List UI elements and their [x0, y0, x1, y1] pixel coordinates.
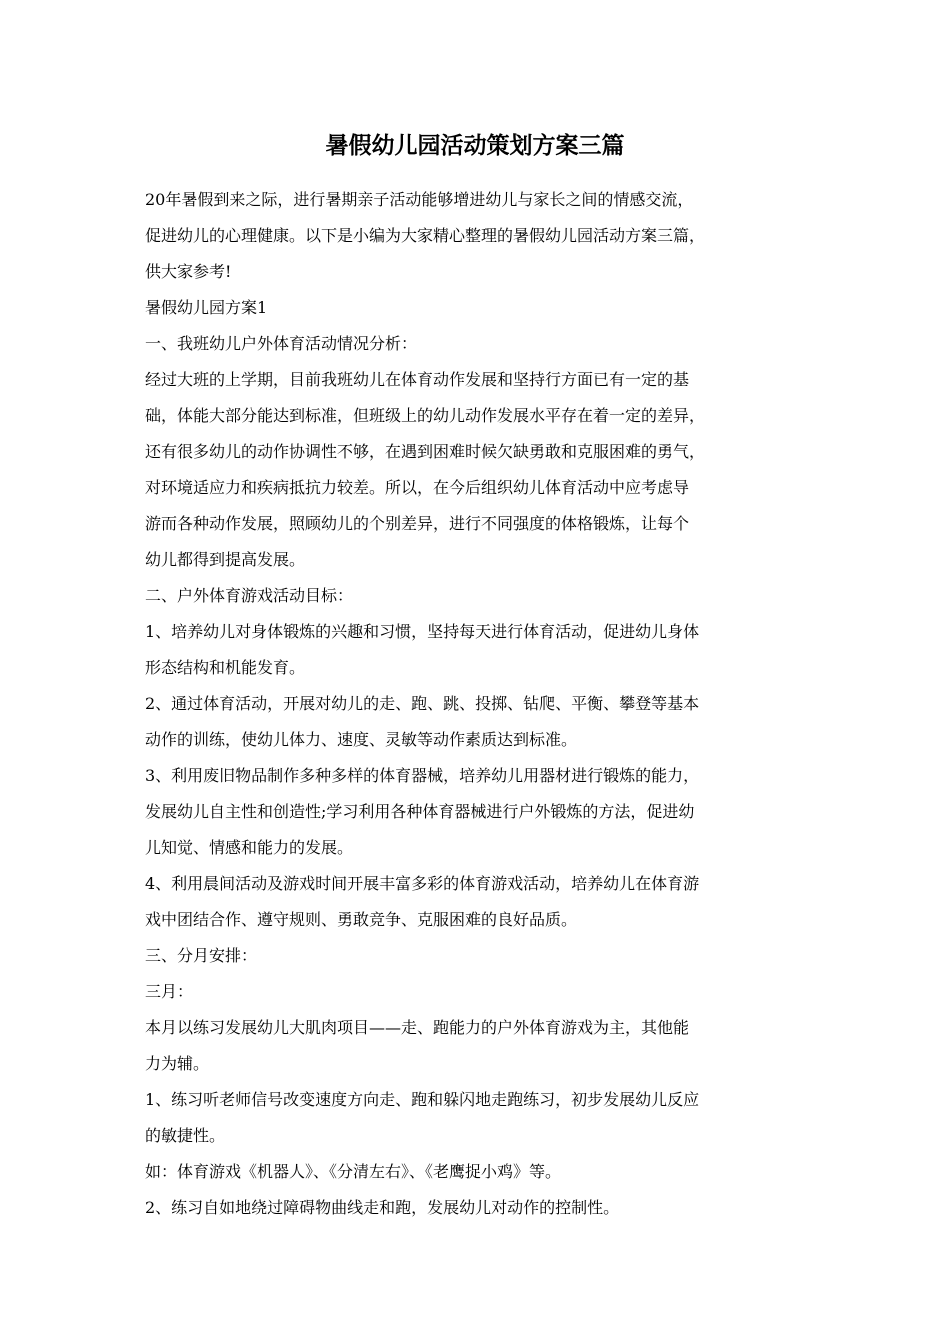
section-heading: 一、我班幼儿户外体育活动情况分析： — [145, 334, 418, 353]
text-line: 4、利用晨间活动及游戏时间开展丰富多彩的体育游戏活动，培养幼儿在体育游 — [145, 874, 700, 893]
text-line: 础，体能大部分能达到标准，但班级上的幼儿动作发展水平存在着一定的差异， — [145, 406, 706, 425]
text-line: 如：体育游戏《机器人》、《分清左右》、《老鹰捉小鸡》等。 — [145, 1162, 562, 1181]
text-line: 1、培养幼儿对身体锻炼的兴趣和习惯，坚持每天进行体育活动，促进幼儿身体 — [145, 622, 700, 641]
text-line: 形态结构和机能发育。 — [145, 658, 306, 677]
text-line: 2、通过体育活动，开展对幼儿的走、跑、跳、投掷、钻爬、平衡、攀登等基本 — [145, 694, 700, 713]
text-line: 2、练习自如地绕过障碍物曲线走和跑，发展幼儿对动作的控制性。 — [145, 1198, 620, 1217]
text-line: 20年暑假到来之际，进行暑期亲子活动能够增进幼儿与家长之间的情感交流， — [145, 190, 694, 209]
text-line: 本月以练习发展幼儿大肌肉项目——走、跑能力的户外体育游戏为主，其他能 — [145, 1018, 690, 1037]
section-heading: 二、户外体育游戏活动目标： — [145, 586, 354, 605]
document-title: 暑假幼儿园活动策划方案三篇 — [325, 132, 625, 159]
text-line: 促进幼儿的心理健康。以下是小编为大家精心整理的暑假幼儿园活动方案三篇， — [145, 226, 706, 245]
text-line: 儿知觉、情感和能力的发展。 — [145, 838, 354, 857]
section-heading: 暑假幼儿园方案1 — [145, 298, 268, 317]
text-line: 戏中团结合作、遵守规则、勇敢竞争、克服困难的良好品质。 — [145, 910, 578, 929]
text-line: 的敏捷性。 — [145, 1126, 226, 1145]
text-line: 力为辅。 — [145, 1054, 210, 1073]
section-heading: 三月： — [145, 982, 194, 1001]
document-body — [145, 182, 810, 1226]
text-line: 经过大班的上学期，目前我班幼儿在体育动作发展和坚持行方面已有一定的基 — [145, 370, 690, 389]
text-line: 供大家参考! — [145, 262, 232, 281]
text-line: 动作的训练，使幼儿体力、速度、灵敏等动作素质达到标准。 — [145, 730, 578, 749]
text-line: 对环境适应力和疾病抵抗力较差。所以，在今后组织幼儿体育活动中应考虑导 — [145, 478, 690, 497]
section-heading: 三、分月安排： — [145, 946, 258, 965]
text-line: 幼儿都得到提高发展。 — [145, 550, 306, 569]
text-line: 还有很多幼儿的动作协调性不够，在遇到困难时候欠缺勇敢和克服困难的勇气， — [145, 442, 706, 461]
text-line: 3、利用废旧物品制作多种多样的体育器械，培养幼儿用器材进行锻炼的能力， — [145, 766, 700, 785]
text-line: 发展幼儿自主性和创造性;学习利用各种体育器械进行户外锻炼的方法，促进幼 — [145, 802, 695, 821]
text-line: 1、练习听老师信号改变速度方向走、跑和躲闪地走跑练习，初步发展幼儿反应 — [145, 1090, 700, 1109]
text-line: 游而各种动作发展，照顾幼儿的个别差异，进行不同强度的体格锻炼，让每个 — [145, 514, 690, 533]
